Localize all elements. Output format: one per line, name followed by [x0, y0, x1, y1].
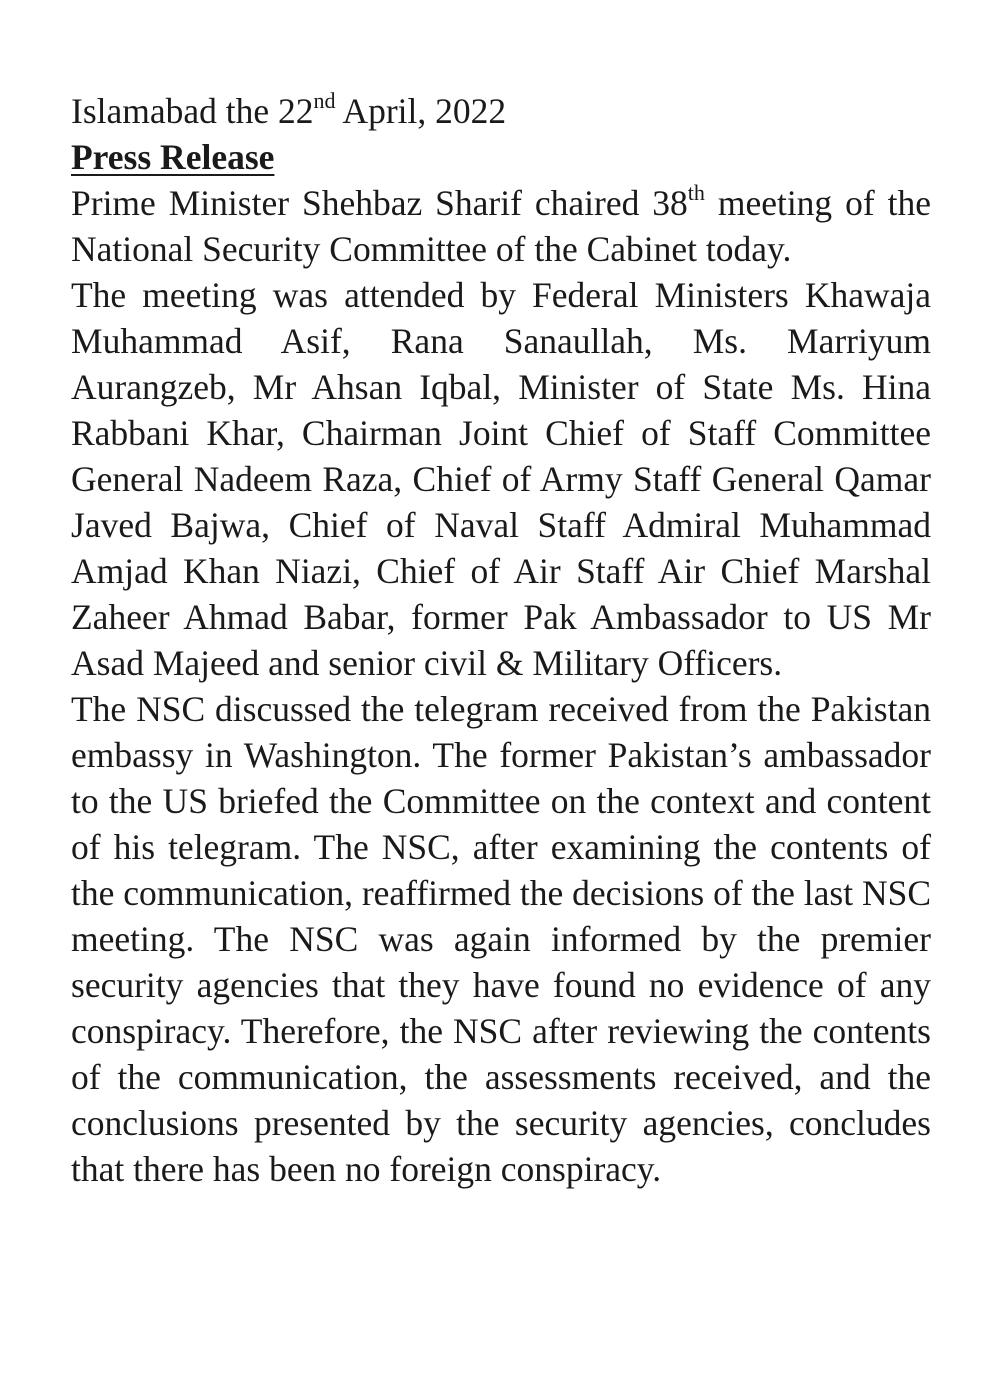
paragraph-meeting-intro — [71, 180, 931, 272]
paragraph-1-ordinal-suffix: th — [687, 179, 705, 205]
paragraph-1-part-2: meeting of the National Security Committee of the Cabinet today. — [71, 183, 931, 269]
press-release-document — [71, 88, 931, 1192]
document-heading: Press Release — [71, 137, 275, 177]
paragraph-nsc-conclusion: The NSC discussed the telegram received from the Pakistan embassy in Washington. The former Pakistan’s ambassador to the US briefed the Committee on the context and content of his telegram. The NSC, after examining the contents of the communication, reaffirmed the decisions of the last NSC meeting. The NSC was again informed by the premier security agencies that they have found no evidence of any conspiracy. Therefore, the NSC after reviewing the contents of the communication, the assessments received, and the conclusions presented by the security agencies, concludes that there has been no foreign conspiracy. — [71, 689, 932, 1189]
dateline — [71, 88, 931, 134]
dateline-prefix: Islamabad the 22 — [71, 91, 314, 131]
paragraph-1-part-1: Prime Minister Shehbaz Sharif chaired 38 — [71, 183, 688, 223]
dateline-rest: April, 2022 — [335, 91, 507, 131]
paragraph-attendees: The meeting was attended by Federal Ministers Khawaja Muhammad Asif, Rana Sanaullah, Ms. Marriyum Aurangzeb, Mr Ahsan Iqbal, Minister of State Ms. Hina Rabbani Khar, Chairman Joint Chief of Staff Committee General Nadeem Raza, Chief of Army Staff General Qamar Javed Bajwa, Chief of Naval Staff Admiral Muhammad Amjad Khan Niazi, Chief of Air Staff Air Chief Marshal Zaheer Ahmad Babar, former Pak Ambassador to US Mr Asad Majeed and senior civil & Military Officers. — [71, 275, 931, 683]
dateline-ordinal-suffix: nd — [313, 87, 336, 113]
